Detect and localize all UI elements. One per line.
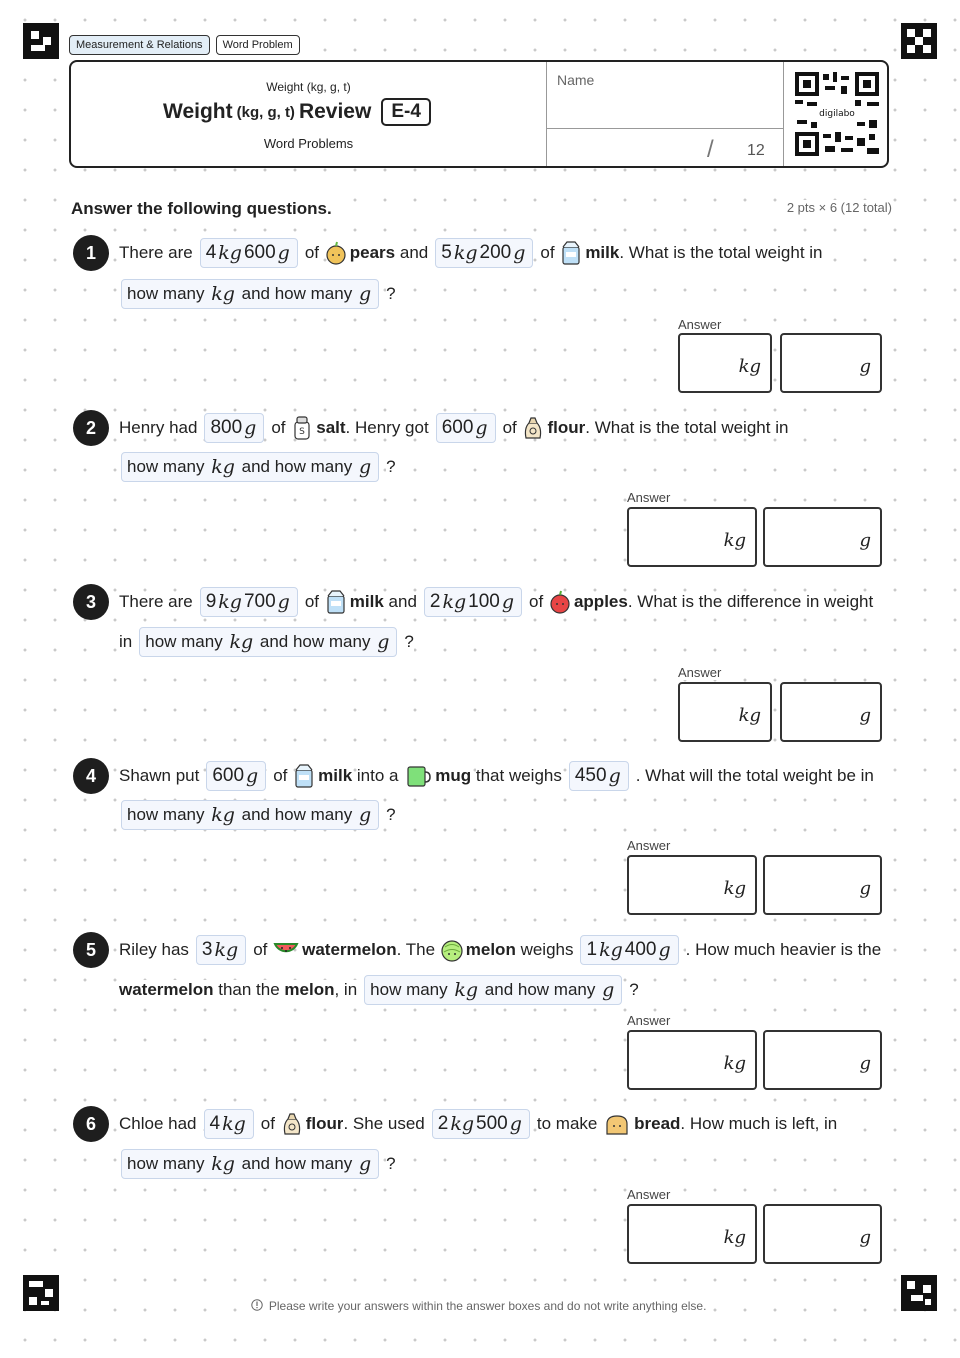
item: milk [349,592,384,611]
weight-value [436,413,496,443]
question-text-line [119,447,396,487]
unit-kg: kg [453,242,478,264]
score-total: 12 [747,142,765,159]
text: . Henry got [345,418,429,437]
unit-kg: kg [214,939,239,961]
text: into a [356,766,399,785]
subtitle: Word Problems [263,136,354,151]
weight-value [200,587,298,617]
unit-g: g [859,530,871,551]
item: mug [435,766,472,785]
text: . How much is left, in [680,1114,838,1133]
title-main: Weight [163,100,233,123]
melon-icon [440,938,464,962]
weight-value [204,1109,254,1139]
question-text-line [119,233,823,273]
answer-box-kg[interactable] [678,682,772,742]
item: pears [349,243,396,262]
text: and [399,243,429,262]
milk-carton-icon [559,241,583,265]
unit-g: g [475,417,488,439]
answer-label: Answer [678,317,722,332]
unit-g: g [501,591,515,613]
title-sub: (kg, g, t) [236,103,295,121]
unit-g: g [658,939,671,961]
num: 4 [209,1113,221,1134]
unit-kg: kg [211,283,235,305]
text: and how many [259,632,371,651]
page-title [163,98,431,126]
question-text-line [119,795,396,835]
item: melon [465,940,516,959]
unit-g: g [277,591,290,613]
unit-g: g [859,878,871,899]
text: , in [334,980,358,999]
weight-value [204,413,264,443]
text: ? [386,1154,396,1173]
answer-box-kg[interactable] [627,1204,757,1264]
question-text-line [119,274,396,314]
text: of [253,940,268,959]
unit-g: g [244,417,257,439]
title-end: Review [298,100,372,123]
unit-kg: kg [723,1053,746,1074]
footer-note [0,1299,960,1313]
text: and how many [241,1154,353,1173]
text: of [271,418,286,437]
qr-block [784,62,887,166]
text: how many [127,284,205,303]
question-text-line [119,756,874,796]
unit-phrase [121,279,379,309]
question-text-line [119,408,788,448]
unit-kg: kg [723,530,746,551]
text: that weighs [475,766,562,785]
unit-g: g [859,1053,871,1074]
text: ? [386,805,396,824]
unit-kg: kg [222,1113,246,1135]
answer-box-g[interactable] [780,682,882,742]
unit-phrase [121,800,379,830]
num: 2 [437,1113,449,1134]
unit-g: g [602,979,615,1001]
text: of [260,1114,275,1133]
weight-value [580,935,678,965]
divider [547,128,783,129]
unit-g: g [608,765,621,787]
text: how many [127,457,205,476]
question-text-line [119,622,414,662]
text: . She used [343,1114,425,1133]
num: 800 [210,417,243,438]
answer-box-g[interactable] [763,507,882,567]
weight-value [206,761,266,791]
flour-bag-icon [280,1112,304,1136]
unit-g: g [859,705,871,726]
text: of [273,766,288,785]
unit-g: g [246,765,259,787]
answer-label: Answer [678,665,722,680]
title-block [71,62,547,166]
unit-g: g [358,804,372,826]
score-slash: / [707,136,714,163]
num: 3 [201,939,213,960]
text: ? [629,980,639,999]
unit-g: g [859,1227,871,1248]
item: flour [547,418,586,437]
salt-shaker-icon [290,416,314,440]
unit-kg: kg [738,705,761,726]
qr-code-icon [795,72,879,156]
item: milk [585,243,620,262]
bread-icon [602,1112,632,1136]
num: 200 [479,242,512,263]
unit-phrase [364,975,622,1005]
tag-type: Word Problem [216,35,300,55]
num: 100 [468,591,500,612]
unit-kg: kg [218,242,242,264]
info-icon [251,1299,263,1311]
name-label: Name [557,72,595,88]
text: ? [386,457,396,476]
instruction: Answer the following questions. [69,197,334,221]
question-text-line [119,970,639,1010]
text: . The [396,940,436,959]
question-number: 3 [73,584,109,620]
answer-box-kg[interactable] [627,1030,757,1090]
weight-value [200,238,298,268]
text: in [119,632,133,651]
num: 600 [212,765,245,786]
text: . What is the difference in weight [627,592,874,611]
item: milk [318,766,353,785]
text: . What is the total weight in [619,243,823,262]
text: There are [119,243,193,262]
text: and how many [484,980,596,999]
unit-phrase [139,627,397,657]
unit-kg: kg [229,631,254,653]
unit-kg: kg [599,939,623,961]
text: of [304,592,320,611]
num: 1 [586,939,598,960]
unit-kg: kg [723,1227,746,1248]
question-text-line [119,1104,837,1144]
unit-kg: kg [454,979,479,1001]
num: 700 [243,591,276,612]
weight-value [569,761,629,791]
answer-label: Answer [627,838,671,853]
unit-g: g [358,456,372,478]
unit-kg: kg [450,1113,475,1135]
answer-box-g[interactable] [763,1030,882,1090]
pear-icon [324,241,348,265]
watermelon-icon [272,938,300,962]
unit-g: g [377,631,390,653]
question-text-line [119,930,881,970]
text: . How much heavier is the [685,940,882,959]
svg-text:S: S [299,427,306,437]
num: 9 [205,591,217,612]
question-text-line [119,1144,396,1184]
corner-marker-top-right [901,23,937,59]
text: ? [404,632,414,651]
weight-value [432,1109,530,1139]
text: Chloe had [119,1114,197,1133]
qr-label: digilabo [819,109,855,119]
text: Shawn put [119,766,200,785]
unit-g: g [509,1113,522,1135]
points-info: 2 pts × 6 (12 total) [786,200,892,215]
text: to make [536,1114,598,1133]
question-number: 4 [73,758,109,794]
unit-g: g [358,1153,372,1175]
apple-icon [548,590,572,614]
weight-value [424,587,522,617]
text: of [529,592,544,611]
mug-icon [403,764,433,788]
text: and [388,592,417,611]
unit-phrase [121,452,379,482]
item: salt [316,418,346,437]
num: 2 [429,591,441,612]
unit-g: g [358,283,372,305]
answer-label: Answer [627,490,671,505]
item: watermelon [119,980,214,999]
text: . What is the total weight in [585,418,789,437]
unit-g: g [513,242,526,264]
num: 600 [441,417,474,438]
answer-box-kg[interactable] [678,333,772,393]
text: of [540,243,555,262]
item: watermelon [302,940,397,959]
tag-category: Measurement & Relations [69,35,210,55]
corner-marker-top-left [23,23,59,59]
text: how many [127,1154,205,1173]
answer-label: Answer [627,1013,671,1028]
text: of [502,418,517,437]
unit-kg: kg [211,804,235,826]
footer-text: Please write your answers within the answer boxes and do not write anything else. [266,1299,710,1313]
question-number: 5 [73,932,109,968]
unit-kg: kg [442,591,467,613]
unit-g: g [277,242,290,264]
weight-value [196,935,246,965]
unit-kg: kg [218,591,242,613]
answer-label: Answer [627,1187,671,1202]
question-number: 2 [73,410,109,446]
milk-carton-icon [324,590,348,614]
question-number: 1 [73,235,109,271]
name-score-block [547,62,784,166]
text: Riley has [119,940,189,959]
answer-box-g[interactable] [763,1204,882,1264]
small-title: Weight (kg, g, t) [266,80,351,94]
num: 600 [243,242,276,263]
unit-kg: kg [211,456,235,478]
text: and how many [241,457,353,476]
text: than the [218,980,280,999]
milk-carton-icon [292,764,316,788]
item: flour [305,1114,344,1133]
text: There are [119,592,193,611]
unit-kg: kg [738,356,761,377]
text: and how many [241,805,353,824]
question-text-line [119,582,873,622]
unit-kg: kg [211,1153,235,1175]
text: how many [145,632,223,651]
worksheet-header [69,60,889,168]
answer-box-g[interactable] [780,333,882,393]
num: 500 [476,1113,508,1134]
tag-list [69,35,300,55]
text: weighs [520,940,574,959]
question-number: 6 [73,1106,109,1142]
flour-bag-icon [521,416,545,440]
unit-g: g [859,356,871,377]
answer-box-kg[interactable] [627,507,757,567]
text: Henry had [119,418,198,437]
num: 5 [441,242,452,263]
item: melon [284,980,335,999]
text: ? [386,284,396,303]
unit-kg: kg [723,878,746,899]
text: how many [370,980,448,999]
answer-box-g[interactable] [763,855,882,915]
num: 400 [624,939,657,960]
unit-phrase [121,1149,379,1179]
text: of [304,243,320,262]
item: apples [573,592,628,611]
weight-value [435,238,533,268]
num: 4 [205,242,217,263]
answer-box-kg[interactable] [627,855,757,915]
level-badge: E-4 [381,98,431,126]
item: bread [634,1114,681,1133]
text: and how many [241,284,353,303]
text: how many [127,805,205,824]
text: . What will the total weight be in [635,766,874,785]
num: 450 [574,765,607,786]
